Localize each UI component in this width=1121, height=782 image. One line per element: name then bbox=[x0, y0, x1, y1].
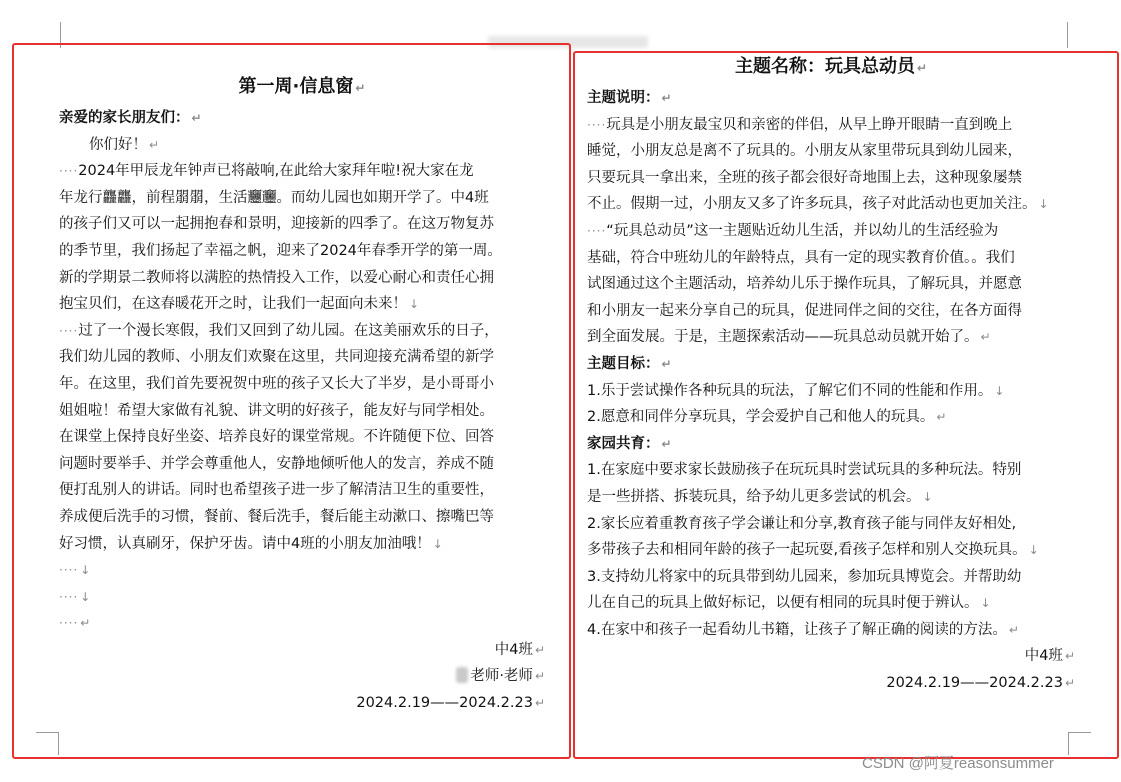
right-page bbox=[587, 50, 1075, 697]
left-page bbox=[59, 70, 545, 717]
date-range: 2024.2.19——2024.2.23 ↵ bbox=[356, 695, 545, 712]
section-heading: 主题目标： ↵ bbox=[587, 355, 672, 372]
home-line: 儿在自己的玩具上做好标记，以便有相同的玩具时便于辨认。 ↓ bbox=[587, 595, 991, 612]
desc-para2-line: 试图通过这个主题活动，培养幼儿乐于操作玩具，了解玩具，并愿意 bbox=[587, 276, 1022, 293]
para2-line: 好习惯，认真刷牙，保护牙齿。请中4班的小朋友加油哦！ ↓ bbox=[59, 535, 443, 552]
greeting: 亲爱的家长朋友们： ↵ bbox=[59, 110, 202, 126]
section-heading: 家园共育： ↵ bbox=[587, 435, 672, 452]
desc-para1-line: 不止。假期一过，小朋友又多了许多玩具，孩子对此活动也更加关注。 ↓ bbox=[587, 196, 1049, 213]
para1-line: 抱宝贝们，在这春暖花开之时，让我们一起面向未来！ ↓ bbox=[59, 296, 420, 313]
para2-line: 养成便后洗手的习惯，餐前、餐后洗手，餐后能主动漱口、擦嘴巴等 bbox=[59, 508, 494, 525]
hello-line: 你们好！ ↵ bbox=[89, 136, 160, 153]
home-line: 多带孩子去和相同年龄的孩子一起玩耍,看孩子怎样和别人交换玩具。 ↓ bbox=[587, 542, 1039, 559]
watermark: CSDN @阿夏reasonsummer bbox=[862, 755, 1054, 772]
home-line: 4.在家中和孩子一起看幼儿书籍，让孩子了解正确的阅读的方法。 ↵ bbox=[587, 621, 1019, 638]
desc-para2-line: ····“玩具总动员”这一主题贴近幼儿生活，并以幼儿的生活经验为 bbox=[587, 222, 999, 239]
para1-line: 的孩子们又可以一起拥抱春和景明，迎接新的四季了。在这万物复苏 bbox=[59, 216, 494, 233]
left-page-title: 第一周·信息窗 ↵ bbox=[238, 76, 366, 97]
desc-para1-line: 只要玩具一拿出来，全班的孩子都会很好奇地围上去，这种现象屡禁 bbox=[587, 169, 1022, 186]
para2-line: ····过了一个漫长寒假，我们又回到了幼儿园。在这美丽欢乐的日子， bbox=[59, 322, 499, 339]
home-line: 2.家长应着重教育孩子学会谦让和分享,教育孩子能与同伴友好相处, bbox=[587, 515, 1017, 532]
para1-line: ····2024年甲辰龙年钟声已将敲响,在此给大家拜年啦!祝大家在龙 bbox=[59, 163, 474, 180]
desc-para1-line: 睡觉，小朋友总是离不了玩具的。小朋友从家里带玩具到幼儿园来， bbox=[587, 143, 1022, 160]
para1-line: 年龙行龘龘，前程朤朤，生活𰻞𰻞。而幼儿园也如期开学了。中4班 bbox=[59, 189, 489, 206]
signature-class: 中4班 ↵ bbox=[1024, 648, 1075, 665]
goal-line: 1.乐于尝试操作各种玩具的玩法，了解它们不同的性能和作用。 ↓ bbox=[587, 382, 1005, 399]
home-line: 是一些拼搭、拆装玩具，给予幼儿更多尝试的机会。 ↓ bbox=[587, 488, 933, 505]
home-line: 1.在家庭中要求家长鼓励孩子在玩玩具时尝试玩具的多种玩法。特别 bbox=[587, 462, 1022, 479]
para2-line: 姐姐啦！希望大家做有礼貌、讲文明的好孩子，能友好与同学相处。 bbox=[59, 402, 494, 419]
desc-para1-line: ····玩具是小朋友最宝贝和亲密的伴侣，从早上睁开眼睛一直到晚上 bbox=[587, 116, 1013, 133]
right-page-title: 主题名称：玩具总动员 ↵ bbox=[734, 56, 928, 77]
blurred-name bbox=[456, 667, 468, 683]
empty-line: ···· ↓ bbox=[59, 589, 91, 604]
signature-teachers: 老师·老师 ↵ bbox=[59, 663, 545, 690]
para2-line: 问题时要举手、并学会尊重他人，安静地倾听他人的发言，养成不随 bbox=[59, 455, 494, 472]
para2-line: 年。在这里，我们首先要祝贺中班的孩子又长大了半岁，是小哥哥小 bbox=[59, 375, 494, 392]
para2-line: 便打乱别人的讲话。同时也希望孩子进一步了解清洁卫生的重要性， bbox=[59, 482, 494, 499]
para1-line: 的季节里，我们扬起了幸福之帆，迎来了2024年春季开学的第一周。 bbox=[59, 242, 502, 259]
date-range: 2024.2.19——2024.2.23 ↵ bbox=[886, 675, 1075, 692]
desc-para2-line: 基础，符合中班幼儿的年龄特点，具有一定的现实教育价值。。我们 bbox=[587, 249, 1015, 266]
empty-line: ···· ↓ bbox=[59, 563, 91, 578]
desc-para2-line: 和小朋友一起来分享自己的玩具，促进同伴之间的交往，在各方面得 bbox=[587, 302, 1022, 319]
empty-line: ···· ↵ bbox=[59, 616, 91, 631]
signature-class: 中4班 ↵ bbox=[494, 641, 545, 658]
home-line: 3.支持幼儿将家中的玩具带到幼儿园来，参加玩具博览会。并帮助幼 bbox=[587, 568, 1022, 585]
para1-line: 新的学期景二教师将以满腔的热情投入工作，以爱心耐心和责任心拥 bbox=[59, 269, 494, 286]
desc-para2-line: 到全面发展。于是，主题探索活动——玩具总动员就开始了。 ↵ bbox=[587, 329, 991, 346]
crop-mark-top-right bbox=[1067, 22, 1068, 48]
para2-line: 在课堂上保持良好坐姿、培养良好的课堂常规。不许随便下位、回答 bbox=[59, 429, 494, 446]
para2-line: 我们幼儿园的教师、小朋友们欢聚在这里，共同迎接充满希望的新学 bbox=[59, 349, 494, 366]
goal-line: 2.愿意和同伴分享玩具，学会爱护自己和他人的玩具。 ↵ bbox=[587, 409, 947, 426]
section-heading: 主题说明： ↵ bbox=[587, 90, 672, 106]
